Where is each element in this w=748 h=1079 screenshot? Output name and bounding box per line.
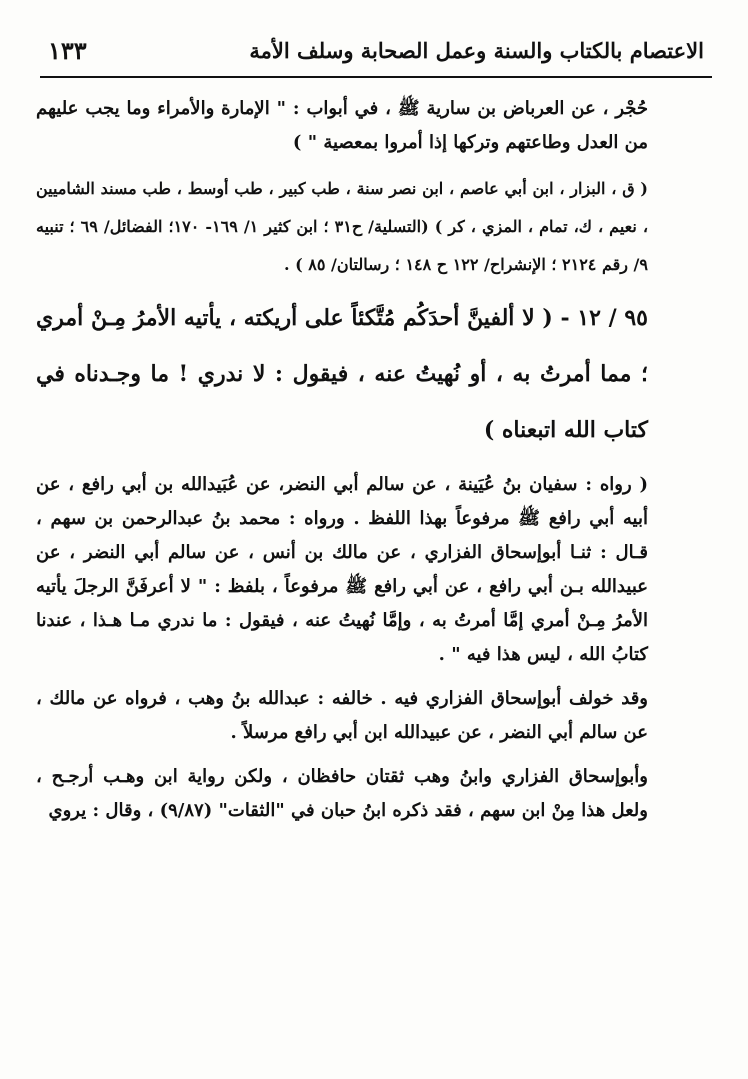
running-title: الاعتصام بالكتاب والسنة وعمل الصحابة وسلف الأمة <box>249 38 704 63</box>
paragraph-2-references: ( ق ، البزار ، ابن أبي عاصم ، ابن نصر سنة ، طب كبير ، طب أوسط ، طب مسند الشاميين ، نعيم ، ك، تمام ، المزي ، كر ) (التسلية/ ح٣١ ؛ ابن كثير ١/ ١٦٩- ١٧٠؛ الفضائل/ ٦٩ ؛ تنبيه ٩/ رقم ٢١٢٤ ؛ الإنشراح/ ١٢٢ ح ١٤٨ ؛ رسالتان/ ٨٥ ) . <box>36 179 649 274</box>
paragraph-4-narration: ( رواه : سفيان بنُ عُيَينة ، عن سالم أبي النضر، عن عُبَيدالله بن أبي رافع ، عن أبيه أبي رافع ﷺ مرفوعاً بهذا اللفظ . ورواه : محمد بنُ عبدالرحمن بن سهم ، قـال : ثنـا أبوإسحاق الفزاري ، عن مالك بن أنس ، عن سالم أبي النضر ، عن عبيدالله بـن أبي رافع ، عن أبي رافع ﷺ مرفوعاً ، بلفظ : " لا أعرفَنَّ الرجلَ يأتيه الأمرُ مِـنْ أمري إمَّا أمرتُ به ، وإمَّا نُهيتُ عنه ، فيقول : ما ندري مـا هـذا ، عندنا كتابُ الله ، ليس هذا فيه " . <box>36 474 648 665</box>
page-header <box>40 34 712 78</box>
paragraph-6: وأبوإسحاق الفزاري وابنُ وهب ثقتان حافظان ، ولكن رواية ابن وهـب أرجـح ، ولعل هذا مِنْ ابن سهم ، فقد ذكره ابنُ حبان في "الثقات" (٩/٨٧) ، وقال : يروي <box>36 766 648 821</box>
page-body <box>36 92 648 828</box>
paragraph-1: حُجْر ، عن العرباض بن سارية ﷺ ، في أبواب : " الإمارة والأمراء وما يجب عليهم من العدل وطاعتهم وتركها إذا أمروا بمعصية " ) <box>36 98 648 153</box>
page-number: ١٣٣ <box>48 36 87 65</box>
paragraph-3-hadith: ٩٥ / ١٢ - ( لا ألفينَّ أحدَكُم مُتَّكئاً على أريكته ، يأتيه الأمرُ مِـنْ أمري ؛ مما أمرتُ به ، أو نُهيتُ عنه ، فيقول : لا ندري ! ما وجـدناه في كتاب الله اتبعناه ) <box>36 305 648 443</box>
header-divider <box>40 76 712 78</box>
paragraph-5: وقد خولف أبوإسحاق الفزاري فيه . خالفه : عبدالله بنُ وهب ، فرواه عن مالك ، عن سالم أبي النضر ، عن عبيدالله ابن أبي رافع مرسلاً . <box>36 688 648 743</box>
